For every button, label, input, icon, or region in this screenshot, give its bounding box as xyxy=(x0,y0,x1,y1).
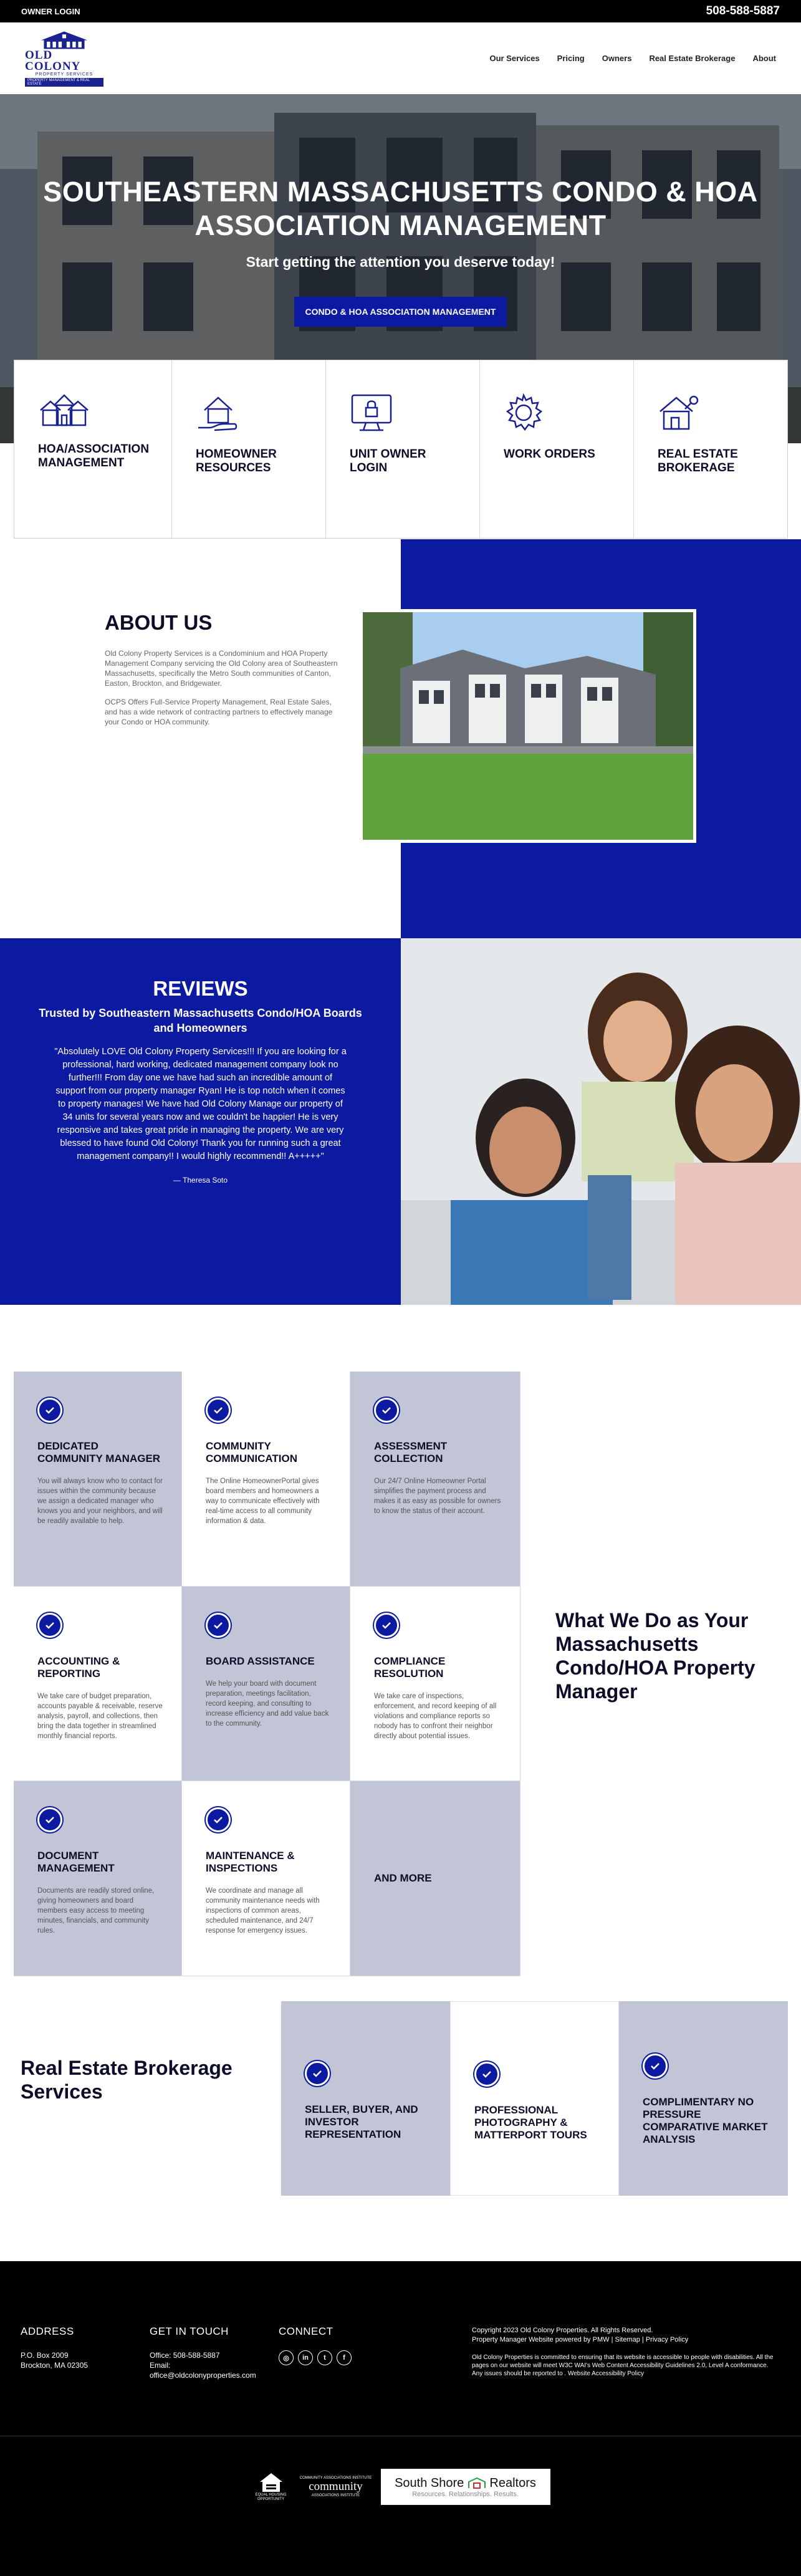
tile-document-management xyxy=(14,1781,182,1976)
tile-title: COMPLIMENTARY NO PRESSURE COMPARATIVE MARKET ANALYSIS xyxy=(643,2096,768,2145)
powered-by-link[interactable]: Property Manager Website powered by PMW xyxy=(472,2336,610,2343)
footer-connect-heading: CONNECT xyxy=(279,2325,333,2337)
footer-office-phone[interactable]: Office: 508-588-5887 xyxy=(150,2351,220,2360)
card-homeowner-resources[interactable] xyxy=(172,360,326,538)
south-shore-title-right: Realtors xyxy=(489,2476,536,2490)
equal-housing-badge xyxy=(251,2467,291,2507)
card-work-orders[interactable] xyxy=(480,360,634,538)
about-title: ABOUT US xyxy=(105,611,213,634)
reviews-section xyxy=(0,938,801,1305)
about-paragraph-2: OCPS Offers Full-Service Property Management, Real Estate Sales, and has a wide network of contracting partners to effectively manage your Condo or HOA community. xyxy=(105,698,333,726)
hero-subtitle: Start getting the attention you deserve today! xyxy=(246,254,555,270)
tile-photography-matterport xyxy=(450,2001,619,2196)
check-icon xyxy=(474,2062,499,2087)
about-section xyxy=(0,539,801,938)
tile-title: DEDICATED COMMUNITY MANAGER xyxy=(37,1440,161,1464)
footer-email-label: Email: xyxy=(150,2361,171,2370)
monitor-lock-icon xyxy=(350,393,393,433)
footer-address xyxy=(21,2325,150,2380)
check-icon xyxy=(374,1398,399,1423)
check-icon xyxy=(37,1398,62,1423)
tile-title: ASSESSMENT COLLECTION xyxy=(374,1440,448,1464)
hero-content xyxy=(0,175,801,327)
nav-real-estate-brokerage[interactable]: Real Estate Brokerage xyxy=(649,54,736,63)
check-icon xyxy=(206,1398,231,1423)
footer-connect xyxy=(279,2325,408,2380)
equal-housing-text: EQUAL HOUSING OPPORTUNITY xyxy=(255,2493,287,2501)
top-bar xyxy=(0,0,801,22)
check-icon xyxy=(37,1613,62,1638)
logo-brand: OLD COLONY xyxy=(25,48,81,73)
about-paragraph-1: Old Colony Property Services is a Condominium and HOA Property Management Company servicing the Old Colony area of Southeastern Massachusetts, specifically the Metro South communities of Canton, Easton, Brockton, and Bridgewater. xyxy=(105,649,338,688)
tile-text: We take care of inspections, enforcement, and record keeping of all violations and compliance reports so nobody has to confront their neighbor directly about potential issues. xyxy=(374,1693,497,1740)
what-we-do-title: What We Do as Your Massachusetts Condo/HOA Property Manager xyxy=(555,1609,755,1703)
service-cards xyxy=(14,360,788,539)
townhouse-image xyxy=(363,612,693,840)
tile-accounting-reporting xyxy=(14,1587,182,1781)
what-we-do-grid xyxy=(14,1372,520,1976)
tile-text: Our 24/7 Online Homeowner Portal simplifies the payment process and makes it as easy as possible for owners to know the status of their account. xyxy=(374,1478,501,1515)
social-links xyxy=(279,2350,408,2365)
south-shore-title xyxy=(395,2476,536,2491)
footer-contact xyxy=(150,2325,279,2380)
tile-title: COMMUNITY COMMUNICATION xyxy=(206,1440,297,1464)
south-shore-realtors-badge xyxy=(381,2469,550,2505)
family-image xyxy=(401,938,801,1305)
linkedin-icon[interactable]: in xyxy=(298,2350,313,2365)
footer-copyright: Copyright 2023 Old Colony Properties. All Rights Reserved. xyxy=(472,2327,653,2334)
check-icon xyxy=(643,2054,668,2079)
tile-seller-buyer-investor xyxy=(281,2001,450,2196)
tile-community-communication xyxy=(182,1372,350,1587)
reviews-title: REVIEWS xyxy=(153,977,248,1000)
check-icon xyxy=(374,1613,399,1638)
equal-housing-icon xyxy=(259,2472,284,2493)
privacy-policy-link[interactable]: Privacy Policy xyxy=(645,2336,689,2343)
card-unit-owner-login[interactable] xyxy=(326,360,480,538)
card-label: HOMEOWNER RESOURCES xyxy=(196,448,277,474)
footer-links xyxy=(472,2335,777,2345)
tile-text: Documents are readily stored online, giving homeowners and board members easy access to meeting minutes, financials, and community rules. xyxy=(37,1887,155,1934)
tile-text: We coordinate and manage all community maintenance needs with inspections of common areas, scheduled maintenance, and 24/7 response for emergency issues. xyxy=(206,1887,320,1934)
nav-pricing[interactable]: Pricing xyxy=(557,54,585,63)
card-label: WORK ORDERS xyxy=(504,448,595,461)
south-shore-tagline: Resources. Relationships. Results. xyxy=(412,2490,519,2498)
cai-top-text: COMMUNITY ASSOCIATIONS INSTITUTE xyxy=(299,2476,372,2480)
check-icon xyxy=(305,2061,330,2086)
reviews-panel xyxy=(0,938,401,1305)
tile-compliance-resolution xyxy=(350,1587,520,1781)
tile-text: We take care of budget preparation, accounts payable & receivable, reserve analysis, payroll, and collections, then bring the data together in streamlined monthly financial reports. xyxy=(37,1693,163,1740)
tile-title: COMPLIANCE RESOLUTION xyxy=(374,1655,446,1680)
cai-title: community xyxy=(309,2480,363,2493)
footer-contact-heading: GET IN TOUCH xyxy=(150,2325,229,2337)
review-quote: "Absolutely LOVE Old Colony Property Services!!! If you are looking for a professional, hard working, dedicated management company look no further!!! From day one we have had such an incredible amount of support from our property manager Ryan! He is top notch when it comes to property manages! We have had Old Colony Manage our property of 34 units for several years now and we couldn't be happier! He is very responsive and takes great pride in managing the property. We are very blessed to have found Old Colony! Thank you for running such a great management company!! I would highly recommend!! A+++++" xyxy=(54,1047,347,1161)
tile-text: We help your board with document preparation, meetings facilitation, record keeping, and consulting to increase efficiency and add value back to the community. xyxy=(206,1680,329,1728)
site-header xyxy=(0,22,801,94)
tile-maintenance-inspections xyxy=(182,1781,350,1976)
tile-text: You will always know who to contact for issues within the community because we assign a dedicated manager who knows you and your neighbors, and will be readily available to help. xyxy=(37,1478,163,1525)
houses-icon xyxy=(38,393,90,428)
nav-our-services[interactable]: Our Services xyxy=(489,54,540,63)
card-label: HOA/ASSOCIATION MANAGEMENT xyxy=(38,443,150,469)
site-logo[interactable] xyxy=(25,31,103,87)
site-footer xyxy=(0,2261,801,2576)
main-nav xyxy=(489,54,776,63)
gear-icon xyxy=(504,393,544,433)
tile-text: The Online HomeownerPortal gives board members and homeowners a way to communicate effectively with real-time access to all community information & data. xyxy=(206,1478,320,1525)
cai-sub: ASSOCIATIONS INSTITUTE xyxy=(311,2494,360,2497)
tile-market-analysis xyxy=(619,2001,788,2196)
reviews-subtitle: Trusted by Southeastern Massachusetts Condo/HOA Boards and Homeowners xyxy=(39,1007,362,1034)
cai-badge xyxy=(296,2467,376,2507)
hero-title: SOUTHEASTERN MASSACHUSETTS CONDO & HOA ASSOCIATION MANAGEMENT xyxy=(43,176,758,241)
tile-board-assistance xyxy=(182,1587,350,1781)
tile-title: MAINTENANCE & INSPECTIONS xyxy=(206,1850,295,1874)
twitter-icon[interactable]: t xyxy=(317,2350,332,2365)
card-label: UNIT OWNER LOGIN xyxy=(350,448,426,474)
logo-tag: PROPERTY MANAGEMENT & REAL ESTATE xyxy=(25,78,103,87)
tile-title: SELLER, BUYER, AND INVESTOR REPRESENTATION xyxy=(305,2103,418,2140)
footer-email-link[interactable]: office@oldcolonyproperties.com xyxy=(150,2371,256,2380)
accessibility-statement: Old Colony Properties is committed to ensuring that its website is accessible to people with disabilities. All the pages on our website will meet W3C WAI's Web Content Accessibility Guidelines 2.0, Level A conformance. Any issues should be reported to . Website Accessibility Policy xyxy=(472,2354,774,2377)
real-estate-grid xyxy=(281,2001,788,2196)
south-shore-title-left: South Shore xyxy=(395,2476,464,2490)
logo-building-icon xyxy=(33,31,95,50)
footer-legal xyxy=(472,2326,777,2378)
family-photo xyxy=(401,938,801,1305)
tile-title: AND MORE xyxy=(374,1872,432,1884)
tile-and-more[interactable] xyxy=(350,1781,520,1976)
tile-dedicated-community-manager xyxy=(14,1372,182,1587)
phone-link[interactable]: 508-588-5887 xyxy=(706,4,780,17)
house-hand-icon xyxy=(196,393,239,433)
tile-title: BOARD ASSISTANCE xyxy=(206,1655,315,1667)
check-icon xyxy=(37,1807,62,1832)
footer-address-heading: ADDRESS xyxy=(21,2325,74,2337)
tile-title: DOCUMENT MANAGEMENT xyxy=(37,1850,115,1874)
nav-about[interactable]: About xyxy=(752,54,776,63)
tile-title: PROFESSIONAL PHOTOGRAPHY & MATTERPORT TOURS xyxy=(474,2104,587,2141)
about-text xyxy=(105,611,342,736)
card-label: REAL ESTATE BROKERAGE xyxy=(658,448,738,474)
tile-title: ACCOUNTING & REPORTING xyxy=(37,1655,120,1680)
check-icon xyxy=(206,1613,231,1638)
about-photo xyxy=(360,609,696,843)
card-real-estate-brokerage[interactable] xyxy=(634,360,787,538)
instagram-icon[interactable]: ◎ xyxy=(279,2350,294,2365)
card-hoa-management[interactable] xyxy=(14,360,172,538)
review-author: — Theresa Soto xyxy=(173,1176,228,1185)
hero-cta-button[interactable]: CONDO & HOA ASSOCIATION MANAGEMENT xyxy=(294,297,507,327)
sitemap-link[interactable]: Sitemap xyxy=(615,2336,640,2343)
owner-login-link[interactable]: OWNER LOGIN xyxy=(21,6,80,16)
link-separator: | xyxy=(641,2336,646,2343)
nav-owners[interactable]: Owners xyxy=(602,54,632,63)
realtor-house-icon xyxy=(468,2477,486,2489)
logo-sub: PROPERTY SERVICES xyxy=(35,72,94,77)
footer-address-line2: Brockton, MA 02305 xyxy=(21,2361,89,2370)
tile-assessment-collection xyxy=(350,1372,520,1587)
real-estate-title: Real Estate Brokerage Services xyxy=(21,2057,233,2103)
check-icon xyxy=(206,1807,231,1832)
facebook-icon[interactable]: f xyxy=(337,2350,352,2365)
footer-badges xyxy=(0,2467,801,2507)
link-separator: | xyxy=(611,2336,615,2343)
footer-address-line1: P.O. Box 2009 xyxy=(21,2351,69,2360)
house-key-icon xyxy=(658,393,701,433)
